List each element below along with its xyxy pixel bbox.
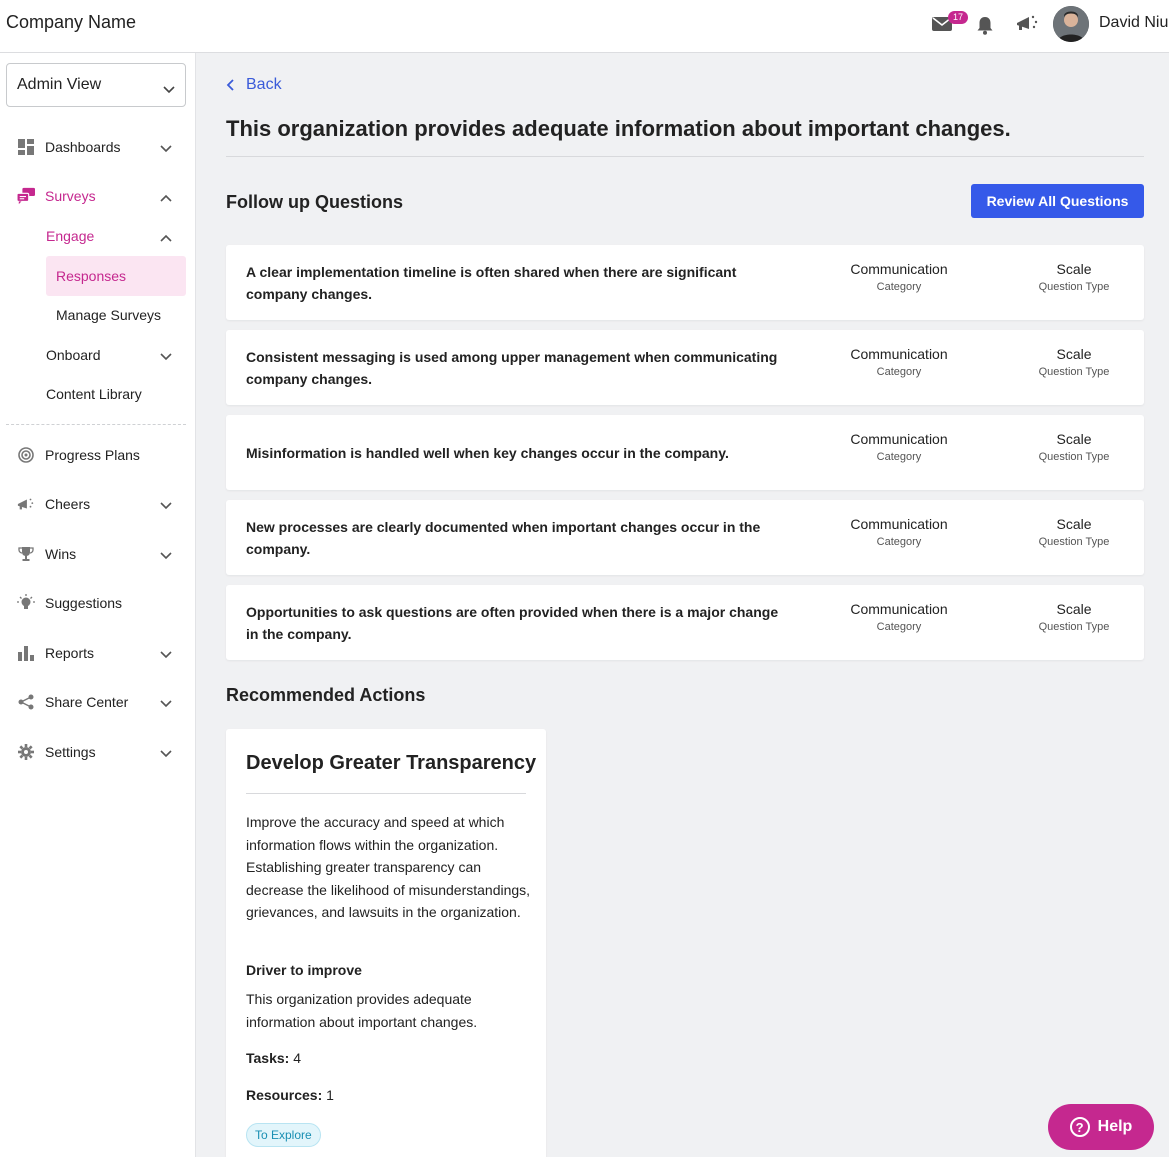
- view-select[interactable]: [6, 63, 186, 107]
- category-caption: Category: [876, 536, 922, 548]
- top-bar: [0, 0, 1169, 53]
- help-button[interactable]: [1048, 1104, 1154, 1150]
- user-name[interactable]: David Niu: [1099, 14, 1169, 31]
- type-caption: Question Type: [1038, 536, 1110, 548]
- resources-label: Resources:: [246, 1087, 323, 1103]
- chevron-down-icon: [163, 81, 175, 99]
- sidebar-item-manage-surveys[interactable]: [0, 300, 196, 330]
- chevron-down-icon: [160, 140, 172, 156]
- question-card[interactable]: [226, 415, 1144, 490]
- type-value: Scale: [1056, 431, 1092, 447]
- resources-value: 1: [326, 1087, 334, 1103]
- sidebar-item-suggestions[interactable]: [0, 588, 196, 618]
- sidebar-item-settings[interactable]: [0, 737, 196, 767]
- type-caption: Question Type: [1038, 366, 1110, 378]
- type-caption: Question Type: [1038, 281, 1110, 293]
- sidebar-item-label: Engage: [46, 228, 95, 244]
- sidebar-item-responses[interactable]: [0, 261, 196, 291]
- chevron-left-icon: [226, 79, 234, 91]
- company-name[interactable]: Company Name: [6, 12, 137, 32]
- back-link[interactable]: [226, 76, 282, 94]
- question-text: New processes are clearly documented when important changes occur in the company.: [246, 518, 761, 557]
- chevron-down-icon: [160, 348, 172, 364]
- question-text: A clear implementation timeline is often shared when there are significant company changes.: [246, 263, 737, 302]
- category-value: Communication: [850, 601, 948, 617]
- chevron-up-icon: [160, 189, 172, 205]
- sidebar-item-surveys[interactable]: [0, 181, 196, 211]
- sidebar-item-label: Suggestions: [45, 595, 123, 611]
- sidebar-item-wins[interactable]: [0, 539, 196, 569]
- sidebar-item-cheers[interactable]: [0, 489, 196, 519]
- sidebar-item-dashboards[interactable]: [0, 132, 196, 162]
- question-type: [1004, 431, 1144, 463]
- sidebar-item-label: Cheers: [45, 496, 91, 512]
- action-title: Develop Greater Transparency: [246, 752, 537, 774]
- question-text: Consistent messaging is used among upper management when communicating company changes.: [246, 348, 778, 387]
- sidebar-item-label: Manage Surveys: [56, 307, 162, 323]
- type-value: Scale: [1056, 601, 1092, 617]
- share-icon: [17, 693, 35, 711]
- sidebar-item-label: Content Library: [46, 386, 142, 402]
- question-card[interactable]: [226, 330, 1144, 405]
- trophy-icon: [17, 545, 35, 563]
- cheer-megaphone-icon[interactable]: [1015, 13, 1039, 38]
- title-divider: [226, 156, 1144, 157]
- sidebar-item-label: Reports: [45, 645, 95, 661]
- followup-section-title: Follow up Questions: [226, 192, 403, 212]
- question-category: [829, 601, 969, 633]
- question-text: Misinformation is handled well when key changes occur in the company.: [246, 444, 729, 461]
- sidebar-item-engage[interactable]: [0, 221, 196, 251]
- dashboard-icon: [17, 138, 35, 156]
- main-content: [196, 53, 1169, 1157]
- action-divider: [246, 793, 526, 794]
- tasks-label: Tasks:: [246, 1050, 290, 1066]
- sidebar-item-label: Surveys: [45, 188, 96, 204]
- sidebar-item-reports[interactable]: [0, 638, 196, 668]
- question-card[interactable]: [226, 245, 1144, 320]
- type-caption: Question Type: [1038, 451, 1110, 463]
- question-type: [1004, 261, 1144, 293]
- bar-chart-icon: [17, 644, 35, 662]
- category-value: Communication: [850, 346, 948, 362]
- avatar[interactable]: [1053, 6, 1089, 42]
- category-caption: Category: [876, 621, 922, 633]
- sidebar-item-label: Responses: [56, 268, 127, 284]
- question-category: [829, 261, 969, 293]
- review-all-questions-button[interactable]: Review All Questions: [971, 184, 1144, 218]
- type-value: Scale: [1056, 261, 1092, 277]
- sidebar-item-content-library[interactable]: [0, 379, 196, 409]
- sidebar-item-label: Settings: [45, 744, 96, 760]
- page-title: This organization provides adequate information about important changes.: [226, 116, 1011, 141]
- sidebar-item-label: Dashboards: [45, 139, 121, 155]
- sidebar-item-label: Onboard: [46, 347, 101, 363]
- resources-count: [246, 1087, 334, 1103]
- gear-icon: [17, 743, 35, 761]
- question-category: [829, 346, 969, 378]
- category-value: Communication: [850, 431, 948, 447]
- sidebar-item-share-center[interactable]: [0, 687, 196, 717]
- question-mark-icon: ?: [1070, 1117, 1090, 1137]
- category-caption: Category: [876, 281, 922, 293]
- help-label: Help: [1097, 1118, 1133, 1135]
- sidebar-item-progress-plans[interactable]: [0, 440, 196, 470]
- view-select-value: Admin View: [17, 76, 102, 93]
- question-card[interactable]: [226, 500, 1144, 575]
- mail-count-badge: 17: [948, 11, 968, 24]
- question-category: [829, 431, 969, 463]
- question-type: [1004, 346, 1144, 378]
- sidebar-item-label: Share Center: [45, 694, 129, 710]
- type-value: Scale: [1056, 346, 1092, 362]
- sidebar-divider: [6, 424, 186, 425]
- driver-text: This organization provides adequate information about important changes.: [246, 991, 478, 1030]
- driver-heading: Driver to improve: [246, 962, 362, 978]
- recommended-section-title: Recommended Actions: [226, 685, 426, 705]
- category-caption: Category: [876, 366, 922, 378]
- chevron-down-icon: [160, 745, 172, 761]
- chevron-down-icon: [160, 646, 172, 662]
- question-card[interactable]: [226, 585, 1144, 660]
- back-label: Back: [246, 76, 282, 93]
- chevron-down-icon: [160, 497, 172, 513]
- chevron-up-icon: [160, 229, 172, 245]
- status-badge: To Explore: [246, 1123, 321, 1147]
- sidebar-item-onboard[interactable]: [0, 340, 196, 370]
- category-value: Communication: [850, 516, 948, 532]
- question-category: [829, 516, 969, 548]
- type-caption: Question Type: [1038, 621, 1110, 633]
- type-value: Scale: [1056, 516, 1092, 532]
- tasks-count: [246, 1050, 301, 1066]
- lightbulb-icon: [17, 594, 35, 612]
- bell-icon[interactable]: [976, 16, 994, 40]
- chevron-down-icon: [160, 547, 172, 563]
- question-text: Opportunities to ask questions are often provided when there is a major change in the company.: [246, 603, 779, 642]
- recommended-action-card[interactable]: [226, 729, 546, 1157]
- chevron-down-icon: [160, 695, 172, 711]
- tasks-value: 4: [293, 1050, 302, 1066]
- category-value: Communication: [850, 261, 948, 277]
- action-description: Improve the accuracy and speed at which information flows within the organization. Establishing greater transparency can decrease the likelihood of misunderstandings, grievances, and lawsuits in the organization.: [246, 814, 531, 920]
- target-icon: [17, 446, 35, 464]
- surveys-icon: [17, 187, 35, 205]
- question-type: [1004, 516, 1144, 548]
- question-type: [1004, 601, 1144, 633]
- category-caption: Category: [876, 451, 922, 463]
- sidebar-item-label: Progress Plans: [45, 447, 140, 463]
- sidebar: [0, 53, 196, 1157]
- megaphone-icon: [17, 495, 35, 513]
- sidebar-item-label: Wins: [45, 546, 77, 562]
